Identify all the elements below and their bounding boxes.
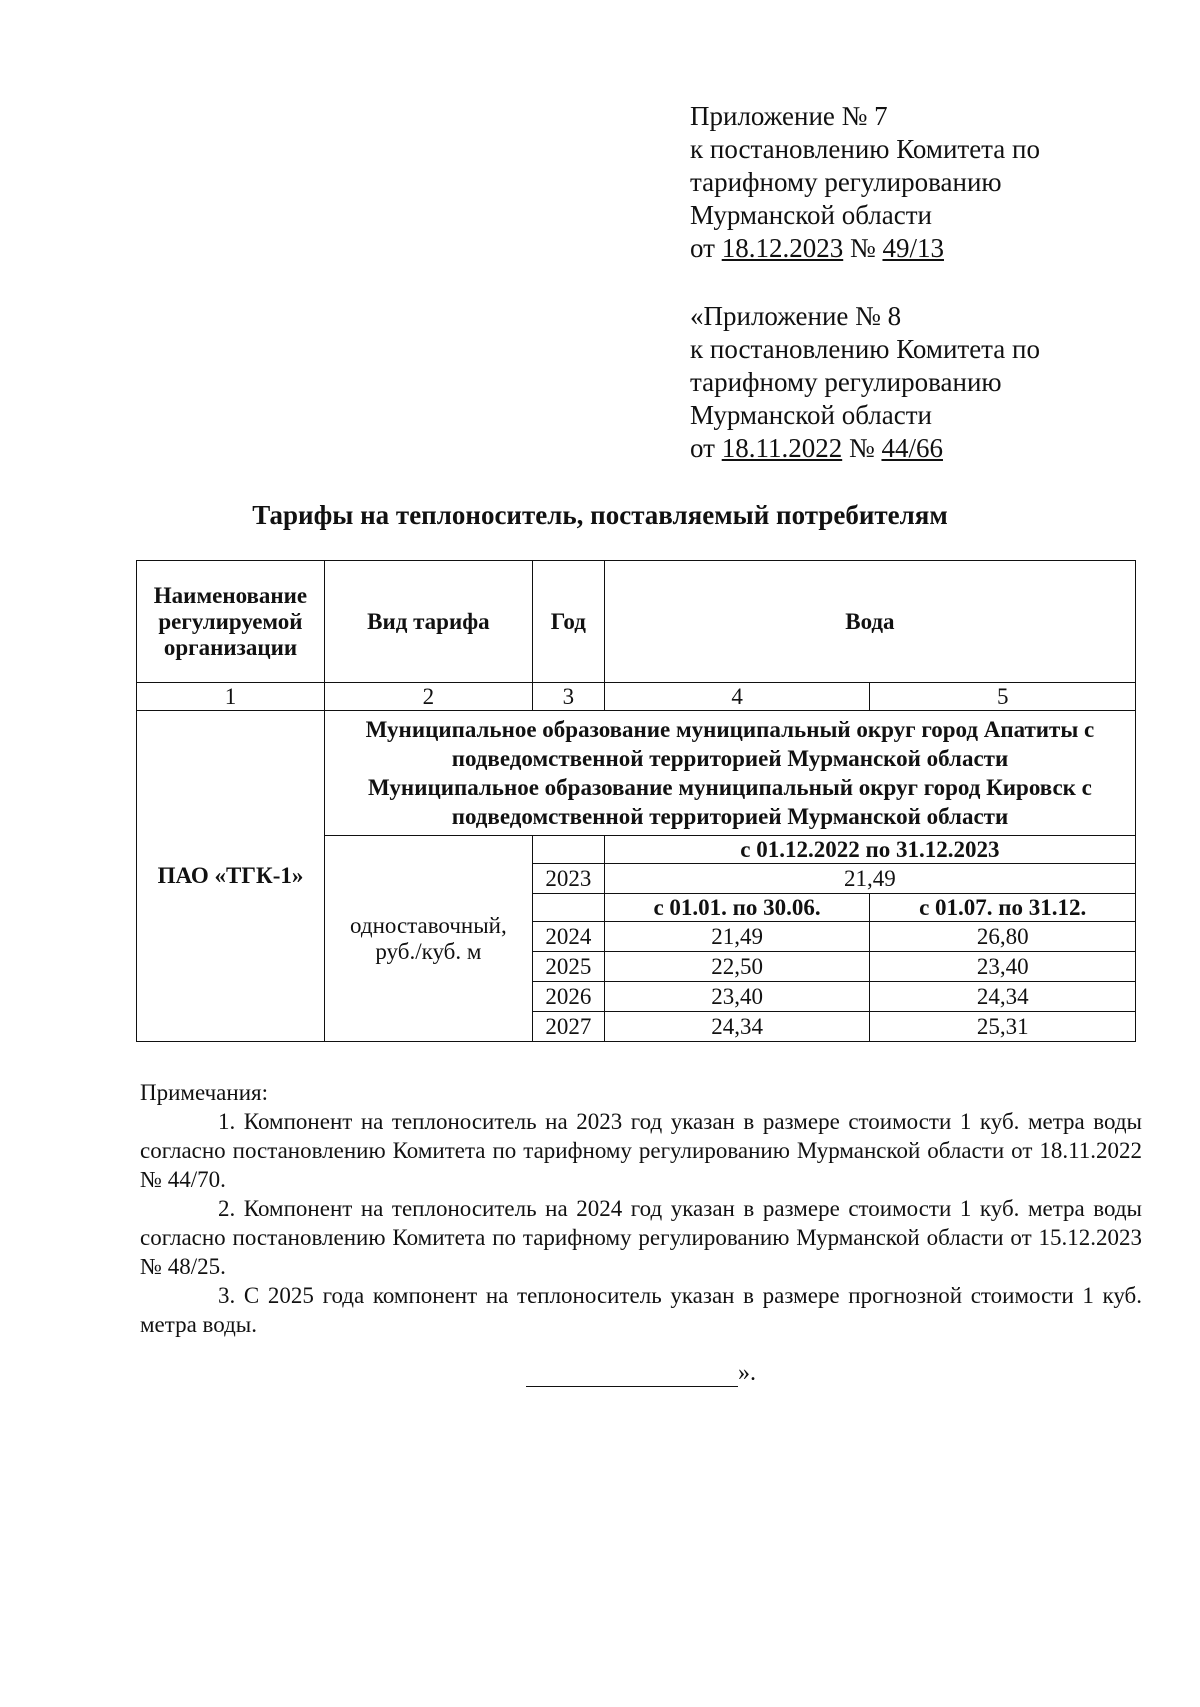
closing-line	[526, 1360, 756, 1387]
appendix-current-line4: Мурманской области	[690, 200, 932, 230]
year-cell: 2024	[532, 922, 604, 952]
empty-year-cell	[532, 894, 604, 922]
appendix-original-number: 44/66	[881, 433, 943, 463]
municipality-row	[137, 711, 1136, 836]
value-h2: 25,31	[870, 1012, 1136, 1042]
header-year: Год	[532, 561, 604, 683]
year-cell: 2025	[532, 952, 604, 982]
value-h1: 21,49	[604, 922, 870, 952]
tariff-table	[136, 560, 1136, 1042]
notes-heading: Примечания:	[140, 1080, 268, 1105]
table-header-row	[137, 561, 1136, 683]
value-h1: 23,40	[604, 982, 870, 1012]
appendix-original-line4: Мурманской области	[690, 400, 932, 430]
document-title: Тарифы на теплоноситель, поставляемый потребителям	[252, 500, 948, 530]
half-year-2-label: с 01.07. по 31.12.	[870, 894, 1136, 922]
empty-year-cell	[532, 836, 604, 864]
appendix-current-date: 18.12.2023	[721, 233, 844, 263]
appendix-current-line2: к постановлению Комитета по	[690, 134, 1040, 164]
appendix-current-line3: тарифному регулированию	[690, 167, 1002, 197]
appendix-current-date-line: от 18.12.2023 № 49/13	[690, 233, 944, 263]
half-year-1-label: с 01.01. по 30.06.	[604, 894, 870, 922]
appendix-original-line2: к постановлению Комитета по	[690, 334, 1040, 364]
note-item: 2. Компонент на теплоноситель на 2024 год указан в размере стоимости 1 куб. метра воды согласно постановлению Комитета по тарифному регулированию Мурманской области от 15.12.2023 № 48/25.	[140, 1196, 1142, 1279]
value-h2: 24,34	[870, 982, 1136, 1012]
municipality-apatity: Муниципальное образование муниципальный округ город Апатиты с подведомственной территорией Мурманской области	[365, 717, 1095, 771]
municipality-cell	[324, 711, 1135, 836]
value-h2: 26,80	[870, 922, 1136, 952]
appendix-original-date: 18.11.2022	[721, 433, 843, 463]
col-number: 4	[604, 683, 870, 711]
header-org: Наименование регулируемой организации	[137, 561, 325, 683]
header-water: Вода	[604, 561, 1135, 683]
value-h1: 24,34	[604, 1012, 870, 1042]
year-cell: 2023	[532, 864, 604, 894]
closing-quote: ».	[738, 1360, 756, 1386]
note-item: 1. Компонент на теплоноситель на 2023 год указан в размере стоимости 1 куб. метра воды согласно постановлению Комитета по тарифному регулированию Мурманской области от 18.11.2022 № 44/70.	[140, 1109, 1142, 1192]
value-2023: 21,49	[604, 864, 1135, 894]
header-tariff-type: Вид тарифа	[324, 561, 532, 683]
year-cell: 2026	[532, 982, 604, 1012]
appendix-original-block	[690, 300, 1040, 465]
col-number: 3	[532, 683, 604, 711]
col-number: 5	[870, 683, 1136, 711]
note-item: 3. С 2025 года компонент на теплоноситель указан в размере прогнозной стоимости 1 куб. метра воды.	[140, 1283, 1142, 1337]
period-2023: с 01.12.2022 по 31.12.2023	[604, 836, 1135, 864]
municipality-kirovsk: Муниципальное образование муниципальный округ город Кировск с подведомственной территорией Мурманской области	[368, 775, 1092, 829]
appendix-original-line1: «Приложение № 8	[690, 301, 902, 331]
col-number: 2	[324, 683, 532, 711]
appendix-original-date-line: от 18.11.2022 № 44/66	[690, 433, 943, 463]
appendix-original-line3: тарифному регулированию	[690, 367, 1002, 397]
value-h2: 23,40	[870, 952, 1136, 982]
appendix-current-line1: Приложение № 7	[690, 101, 888, 131]
value-h1: 22,50	[604, 952, 870, 982]
tariff-type: одноставочный, руб./куб. м	[324, 836, 532, 1042]
appendix-current-number: 49/13	[882, 233, 944, 263]
notes-section	[140, 1078, 1142, 1339]
column-number-row	[137, 683, 1136, 711]
year-cell: 2027	[532, 1012, 604, 1042]
appendix-current-block	[690, 100, 1040, 265]
col-number: 1	[137, 683, 325, 711]
organization-name: ПАО «ТГК-1»	[137, 711, 325, 1042]
closing-rule	[526, 1364, 738, 1387]
